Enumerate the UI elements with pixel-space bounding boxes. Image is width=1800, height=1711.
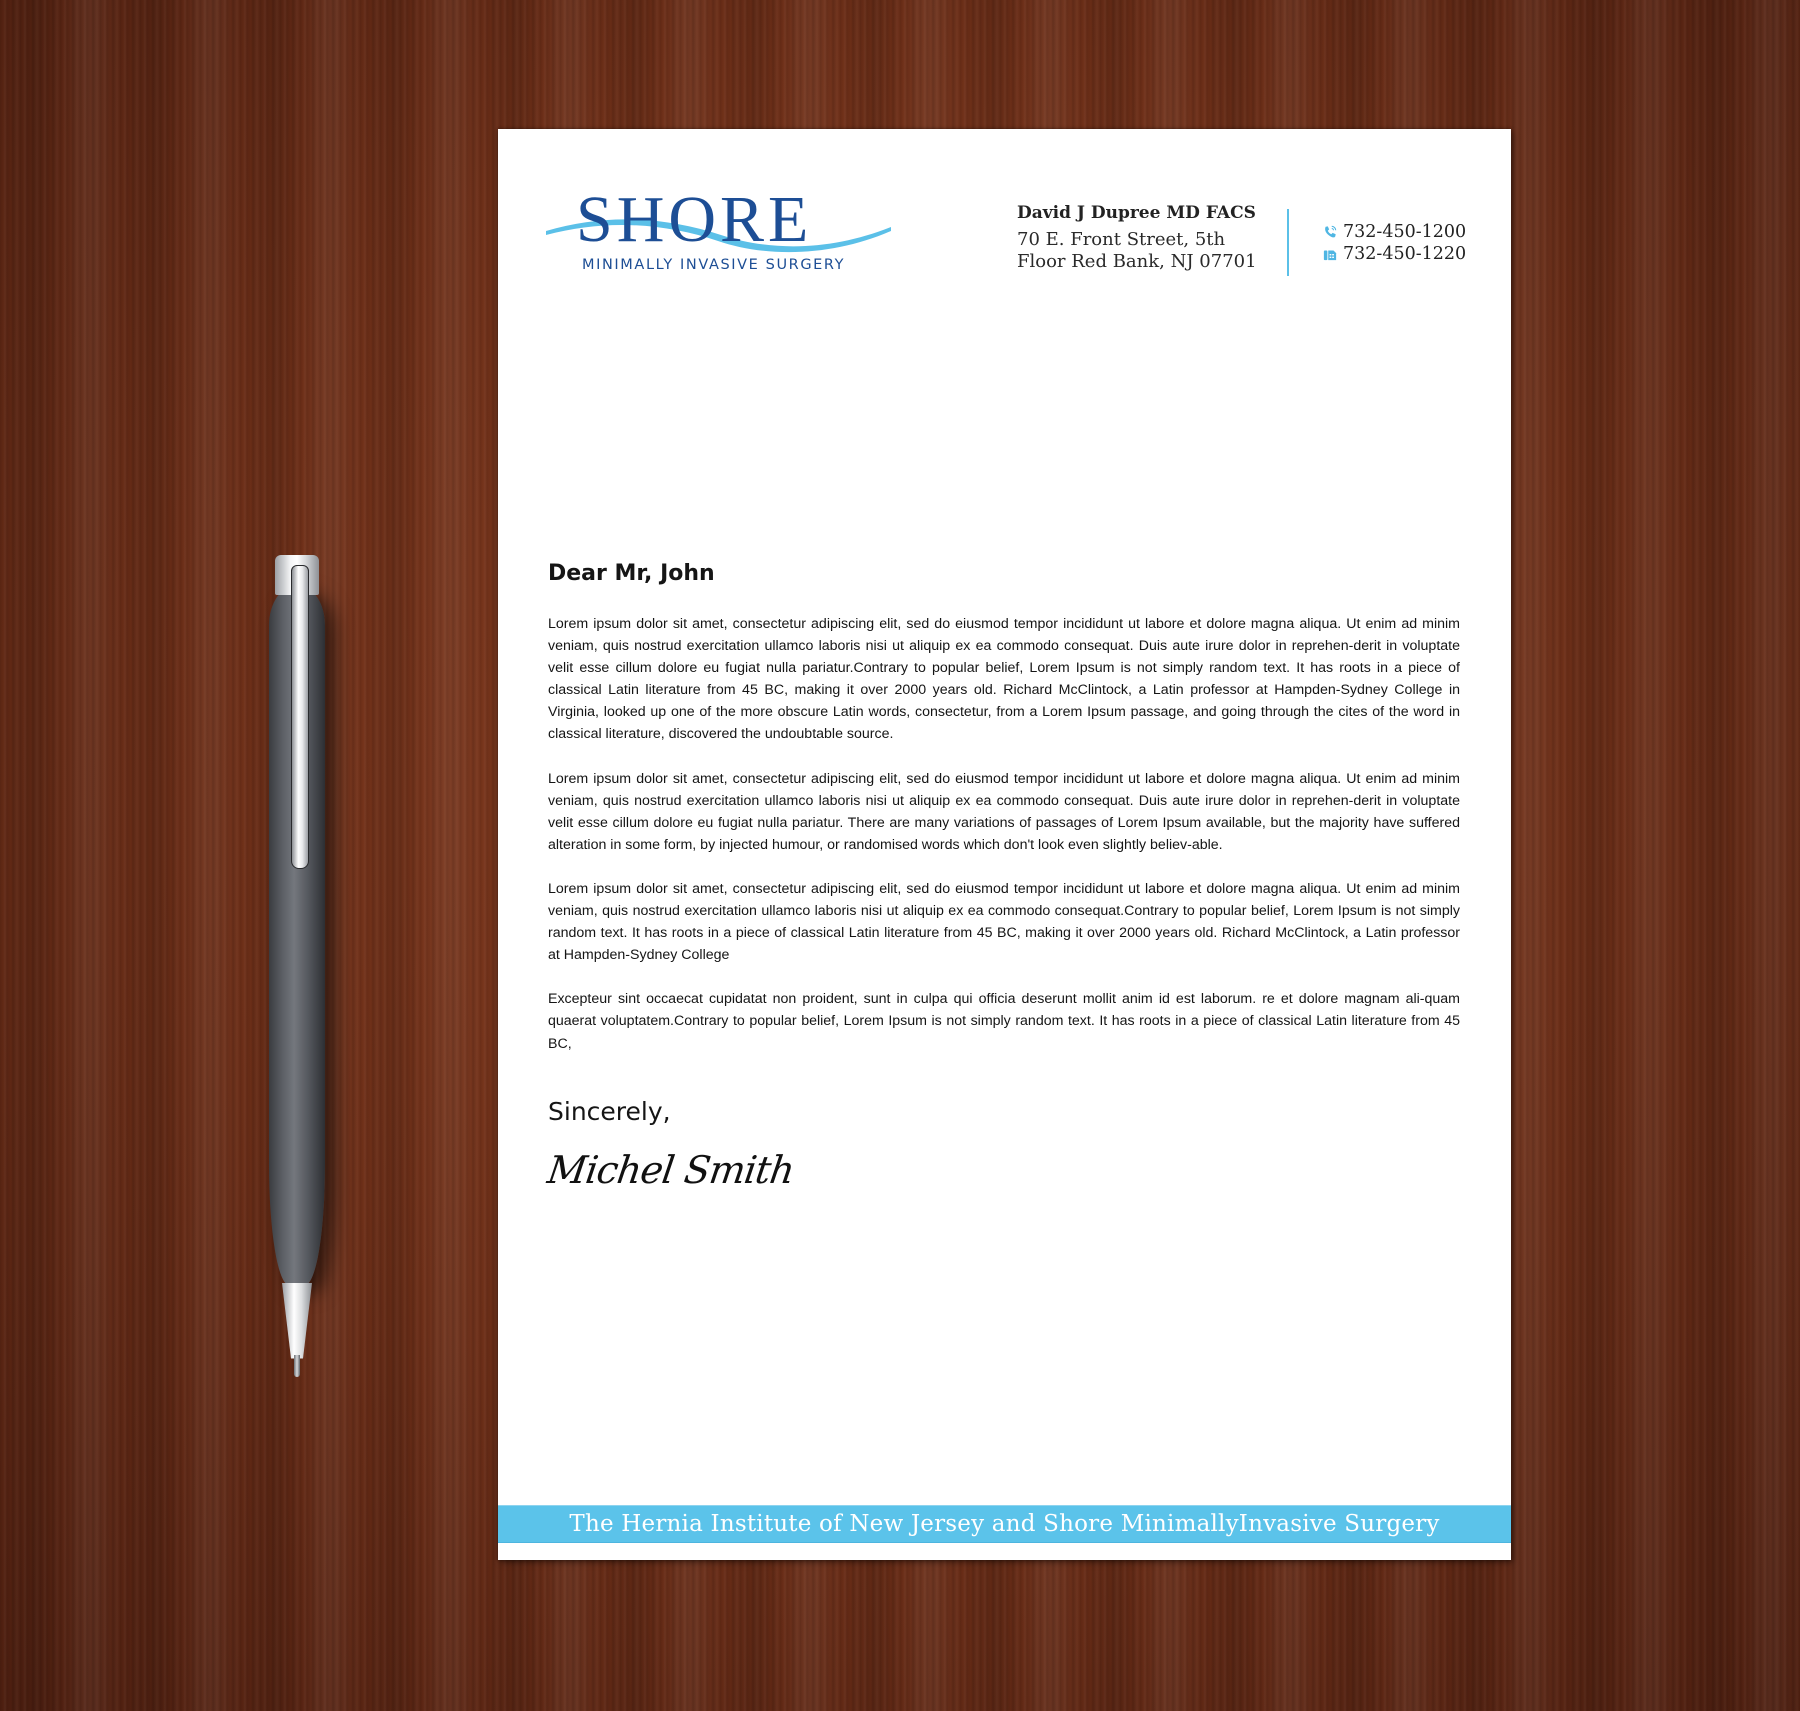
paragraph-3: Lorem ipsum dolor sit amet, consectetur adipiscing elit, sed do eiusmod tempor incididunt ut labore et dolore magna aliqua. Ut enim ad minim veniam, quis nostrud exercitation ullamco laboris nisi ut aliquip ex ea commodo consequat.Contrary to popular belief, Lorem Ipsum is not simply random text. It has roots in a piece of classical Latin literature from 45 BC, making it over 2000 years old. Richard McClintock, a Latin professor at Hampden-Sydney College xyxy=(548,880,1460,964)
header-divider xyxy=(1287,209,1289,276)
signature: Michel Smith xyxy=(544,1147,797,1192)
letterhead-page xyxy=(498,129,1511,1560)
doctor-name: David J Dupree MD FACS xyxy=(1017,203,1256,223)
paragraph-2: Lorem ipsum dolor sit amet, consectetur adipiscing elit, sed do eiusmod tempor incididunt ut labore et dolore magna aliqua. Ut enim ad minim veniam, quis nostrud exercitation ullamco laboris nisi ut aliquip ex ea commodo consequat. Duis aute irure dolor in reprehen-derit in voluptate velit esse cillum dolore eu fugiat nulla pariatur. There are many variations of passages of Lorem Ipsum available, but the majority have suffered alteration in some form, by injected humour, or randomised words which don't look even slightly believ-able. xyxy=(548,770,1460,853)
ballpoint-pen xyxy=(265,555,329,1393)
fax-icon xyxy=(1323,247,1337,261)
fax-number: 732-450-1220 xyxy=(1343,244,1467,264)
logo-tagline: MINIMALLY INVASIVE SURGERY xyxy=(582,257,846,273)
address-line-1: 70 E. Front Street, 5th xyxy=(1017,229,1226,250)
phone-icon xyxy=(1323,225,1337,239)
letter-body xyxy=(544,561,1460,1192)
logo-wordmark: SHORE xyxy=(576,183,813,256)
phone-row xyxy=(1323,221,1466,243)
phone-number: 732-450-1200 xyxy=(1343,222,1467,242)
paragraph-4: Excepteur sint occaecat cupidatat non proident, sunt in culpa qui officia deserunt mollit anim id est laborum. re et dolore magnam ali-quam quaerat voluptatem.Contrary to popular belief, Lorem Ipsum is not simply random text. It has roots in a piece of classical Latin literature from 45 BC, xyxy=(548,991,1460,1052)
contact-block xyxy=(1017,203,1257,273)
footer-text: The Hernia Institute of New Jersey and Shore MinimallyInvasive Surgery xyxy=(569,1511,1440,1537)
phone-block xyxy=(1323,221,1466,265)
shore-logo xyxy=(546,183,891,277)
salutation: Dear Mr, John xyxy=(548,561,715,586)
closing: Sincerely, xyxy=(548,1096,671,1126)
address-line-2: Floor Red Bank, NJ 07701 xyxy=(1017,251,1257,272)
fax-row xyxy=(1323,243,1466,265)
paragraph-1: Lorem ipsum dolor sit amet, consectetur adipiscing elit, sed do eiusmod tempor incididunt ut labore et dolore magna aliqua. Ut enim ad minim veniam, quis nostrud exercitation ullamco laboris nisi ut aliquip ex ea commodo consequat. Duis aute irure dolor in reprehen-derit in voluptate velit esse cillum dolore eu fugiat nulla pariatur.Contrary to popular belief, Lorem Ipsum is not simply random text. It has roots in a piece of classical Latin literature from 45 BC, making it over 2000 years old. Richard McClintock, a Latin professor at Hampden-Sydney College in Virginia, looked up one of the more obscure Latin words, consectetur, from a Lorem Ipsum passage, and going through the cites of the word in classical literature, discovered the undoubtable source. xyxy=(548,616,1460,743)
pen-nib xyxy=(294,1355,300,1377)
footer-bar xyxy=(498,1505,1511,1543)
pen-clip xyxy=(291,565,309,869)
